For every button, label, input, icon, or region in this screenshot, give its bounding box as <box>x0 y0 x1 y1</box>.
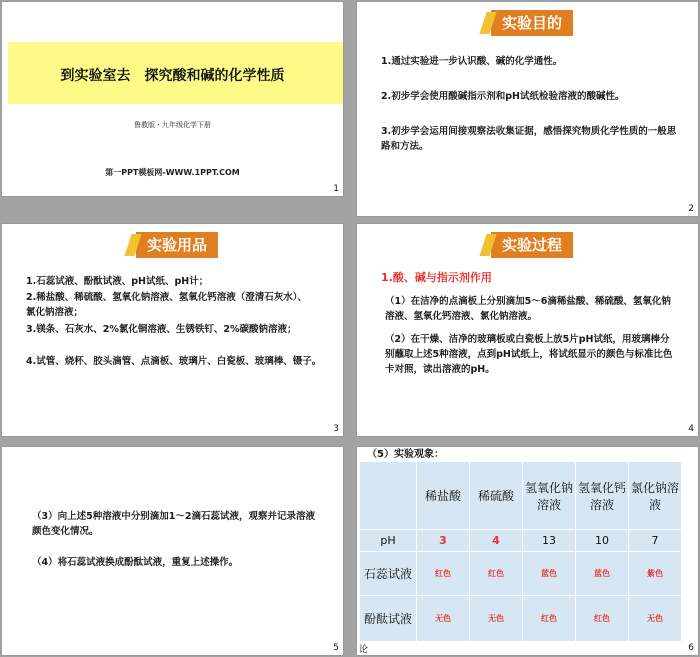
list-item: 1.石蕊试液、酚酞试液、pH试纸、pH计； <box>26 276 209 287</box>
slide-number: 1 <box>333 184 339 194</box>
slide-subtitle: 鲁教版・九年级化学下册 <box>134 121 211 129</box>
slide-4[interactable] <box>357 224 698 436</box>
slide-1[interactable] <box>2 2 343 196</box>
table-cell: 蓝色 <box>576 552 629 596</box>
list-item: （3）向上述5种溶液中分别滴加1～2滴石蕊试液，观察并记录溶液颜色变化情况。 <box>32 511 315 537</box>
table-row <box>360 530 682 552</box>
list-item: 4.试管、烧杯、胶头滴管、点滴板、玻璃片、白瓷板、玻璃棒、镊子。 <box>26 356 322 367</box>
table-cell: 红色 <box>523 596 576 642</box>
slide-heading: 实验目的 <box>491 10 573 36</box>
list-item: （2）在干燥、洁净的玻璃板或白瓷板上放5片pH试纸，用玻璃棒分别蘸取上述5种溶液，点到pH试纸上，将试纸显示的颜色与标准比色卡对照，读出溶液的pH。 <box>385 334 673 375</box>
table-header-cell: 氢氧化钙溶液 <box>576 462 629 530</box>
list-item: 2.稀盐酸、稀硫酸、氢氧化钠溶液、氢氧化钙溶液（澄清石灰水）、氯化钠溶液； <box>26 292 307 318</box>
table-cell: 无色 <box>417 596 470 642</box>
table-caption: （5）实验观象： <box>367 449 444 460</box>
table-cell: 7 <box>629 530 682 552</box>
table-header-cell: 稀盐酸 <box>417 462 470 530</box>
table-cell: 蓝色 <box>523 552 576 596</box>
row-label: 酚酞试液 <box>360 596 417 642</box>
slide-3[interactable] <box>2 224 343 436</box>
table-cell: 无色 <box>470 596 523 642</box>
slide-number: 2 <box>688 204 694 214</box>
slide-number: 4 <box>688 424 694 434</box>
slide-title: 到实验室去 探究酸和碱的化学性质 <box>60 68 285 84</box>
slide-number: 6 <box>688 643 694 653</box>
section-heading: 1.酸、碱与指示剂作用 <box>381 271 492 284</box>
table-cell: 无色 <box>629 596 682 642</box>
slide-heading: 实验过程 <box>491 232 573 258</box>
table-cell: 3 <box>417 530 470 552</box>
table-cell: 10 <box>576 530 629 552</box>
slide-5[interactable] <box>2 447 343 655</box>
slide-heading: 实验用品 <box>136 232 218 258</box>
slide-number: 5 <box>333 643 339 653</box>
table-header-cell <box>360 462 417 530</box>
table-row <box>360 552 682 596</box>
list-item: 3.镁条、石灰水、2%氯化铜溶液、生锈铁钉、2%碳酸钠溶液； <box>26 324 297 335</box>
list-item: （4）将石蕊试液换成酚酞试液，重复上述操作。 <box>32 557 239 568</box>
row-label: 石蕊试液 <box>360 552 417 596</box>
table-header-row <box>360 462 682 530</box>
table-cell: 4 <box>470 530 523 552</box>
list-item: 1.通过实验进一步认识酸、碱的化学通性。 <box>381 56 563 67</box>
table-cell: 13 <box>523 530 576 552</box>
table-header-cell: 稀硫酸 <box>470 462 523 530</box>
slide-number: 3 <box>333 424 339 434</box>
footer-text: 论 <box>359 645 369 655</box>
slide-6[interactable] <box>357 447 698 655</box>
list-item: （1）在洁净的点滴板上分别滴加5～6滴稀盐酸、稀硫酸、氢氧化钠溶液、氢氧化钙溶液、氯化钠溶液。 <box>385 296 671 322</box>
row-label: pH <box>360 530 417 552</box>
table-cell: 红色 <box>417 552 470 596</box>
table-header-cell: 氢氧化钠溶液 <box>523 462 576 530</box>
table-cell: 红色 <box>470 552 523 596</box>
list-item: 3.初步学会运用间接观察法收集证据，感悟探究物质化学性质的一般思路和方法。 <box>381 126 677 152</box>
site-watermark: 第一PPT模板网-WWW.1PPT.COM <box>105 168 240 177</box>
table-cell: 紫色 <box>629 552 682 596</box>
table-header-cell: 氯化钠溶液 <box>629 462 682 530</box>
table-cell: 红色 <box>576 596 629 642</box>
slide-2[interactable] <box>357 2 698 216</box>
observation-table <box>359 461 682 642</box>
list-item: 2.初步学会使用酸碱指示剂和pH试纸检验溶液的酸碱性。 <box>381 91 625 102</box>
table-row <box>360 596 682 642</box>
